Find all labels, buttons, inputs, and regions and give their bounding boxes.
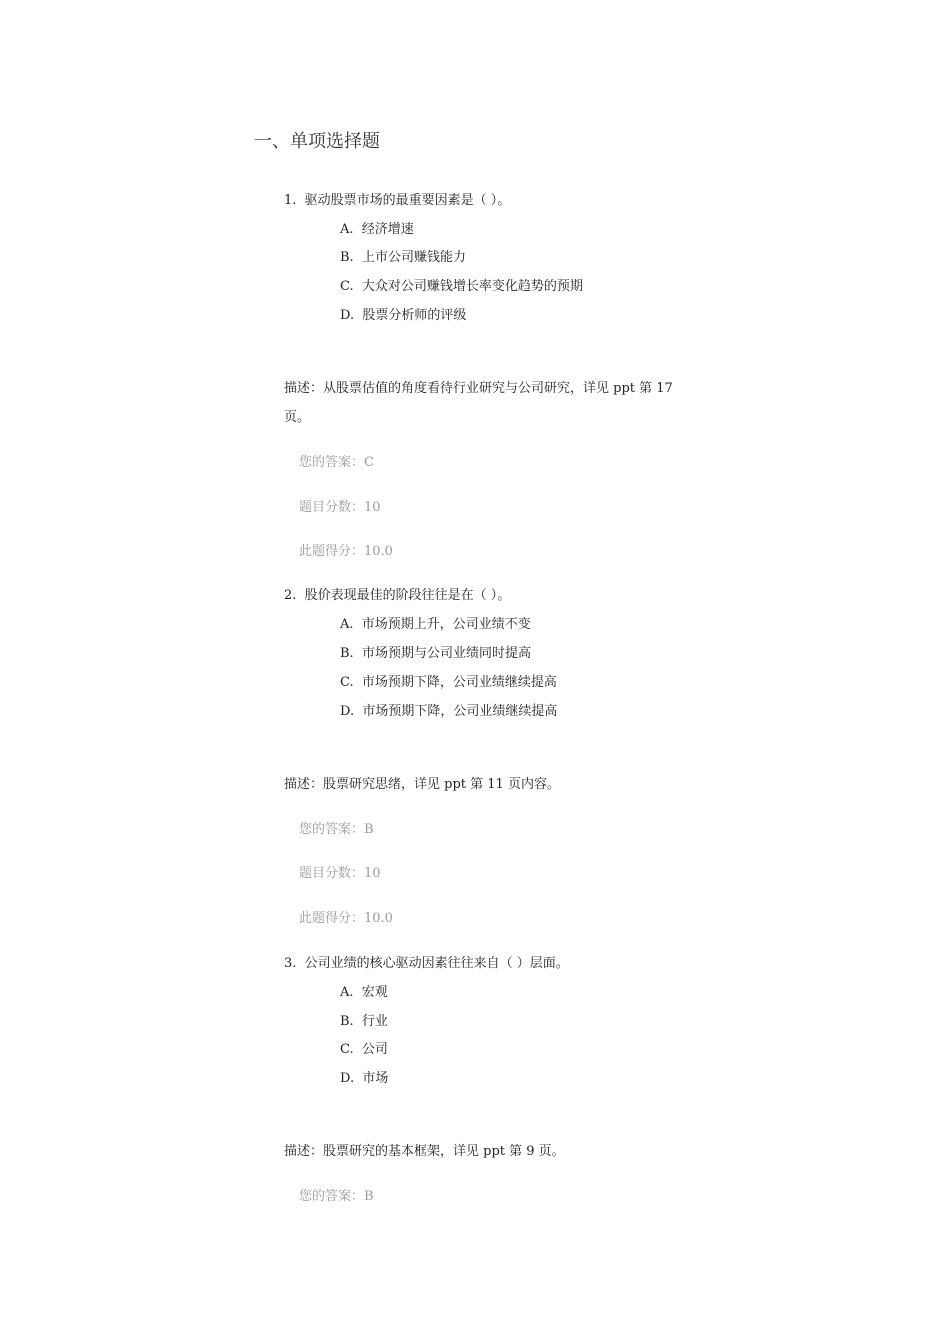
question-description: 描述：从股票估值的角度看待行业研究与公司研究，详见 ppt 第 17: [284, 381, 673, 396]
option-letter: D.: [340, 308, 355, 323]
option-letter: D.: [340, 1071, 355, 1086]
option-text: 市场预期下降，公司业绩继续提高: [361, 675, 557, 690]
option-a: [340, 613, 531, 632]
question-1-stem: [284, 189, 510, 208]
option-text: 大众对公司赚钱增长率变化趋势的预期: [361, 279, 583, 294]
option-a: [340, 981, 388, 1000]
question-points: 题目分数：10: [299, 866, 381, 881]
option-d: [340, 1067, 388, 1086]
option-b: [340, 246, 466, 265]
option-letter: A.: [340, 222, 354, 237]
your-answer: 您的答案：C: [299, 455, 374, 470]
question-description: 描述：股票研究的基本框架，详见 ppt 第 9 页。: [284, 1144, 565, 1159]
option-letter: C.: [340, 1042, 354, 1057]
your-answer: 您的答案：B: [299, 822, 374, 837]
option-a: [340, 218, 414, 237]
option-c: [340, 275, 583, 294]
option-d: [340, 304, 466, 323]
option-c: [340, 671, 557, 690]
question-text: 股价表现最佳的阶段往往是在（ ）。: [304, 588, 511, 603]
option-text: 市场: [362, 1071, 389, 1086]
option-text: 市场预期下降，公司业绩继续提高: [362, 704, 558, 719]
question-2-stem: [284, 584, 510, 603]
option-text: 经济增速: [361, 222, 414, 237]
option-text: 市场预期上升，公司业绩不变: [361, 617, 531, 632]
question-number: 1.: [284, 193, 297, 208]
option-text: 行业: [361, 1014, 388, 1029]
option-letter: C.: [340, 675, 354, 690]
question-points: 题目分数：10: [299, 500, 381, 515]
option-text: 股票分析师的评级: [362, 308, 467, 323]
option-text: 市场预期与公司业绩同时提高: [361, 646, 531, 661]
section-title: 一、单项选择题: [254, 131, 380, 152]
option-d: [340, 700, 557, 719]
option-letter: D.: [340, 704, 355, 719]
option-letter: B.: [340, 646, 354, 661]
question-description-cont: 页。: [284, 410, 311, 425]
option-b: [340, 1010, 388, 1029]
question-text: 驱动股票市场的最重要因素是（ ）。: [304, 193, 511, 208]
option-letter: B.: [340, 250, 354, 265]
your-answer: 您的答案：B: [299, 1189, 374, 1204]
question-text: 公司业绩的核心驱动因素往往来自（ ）层面。: [304, 956, 569, 971]
option-letter: B.: [340, 1014, 354, 1029]
question-number: 2.: [284, 588, 297, 603]
option-letter: C.: [340, 279, 354, 294]
option-c: [340, 1038, 388, 1057]
question-number: 3.: [284, 956, 297, 971]
option-b: [340, 642, 531, 661]
option-letter: A.: [340, 617, 354, 632]
question-score: 此题得分：10.0: [299, 911, 393, 926]
option-letter: A.: [340, 985, 354, 1000]
option-text: 公司: [361, 1042, 388, 1057]
option-text: 上市公司赚钱能力: [361, 250, 466, 265]
question-description: 描述：股票研究思绪，详见 ppt 第 11 页内容。: [284, 777, 560, 792]
question-score: 此题得分：10.0: [299, 544, 393, 559]
option-text: 宏观: [361, 985, 388, 1000]
question-3-stem: [284, 952, 569, 971]
